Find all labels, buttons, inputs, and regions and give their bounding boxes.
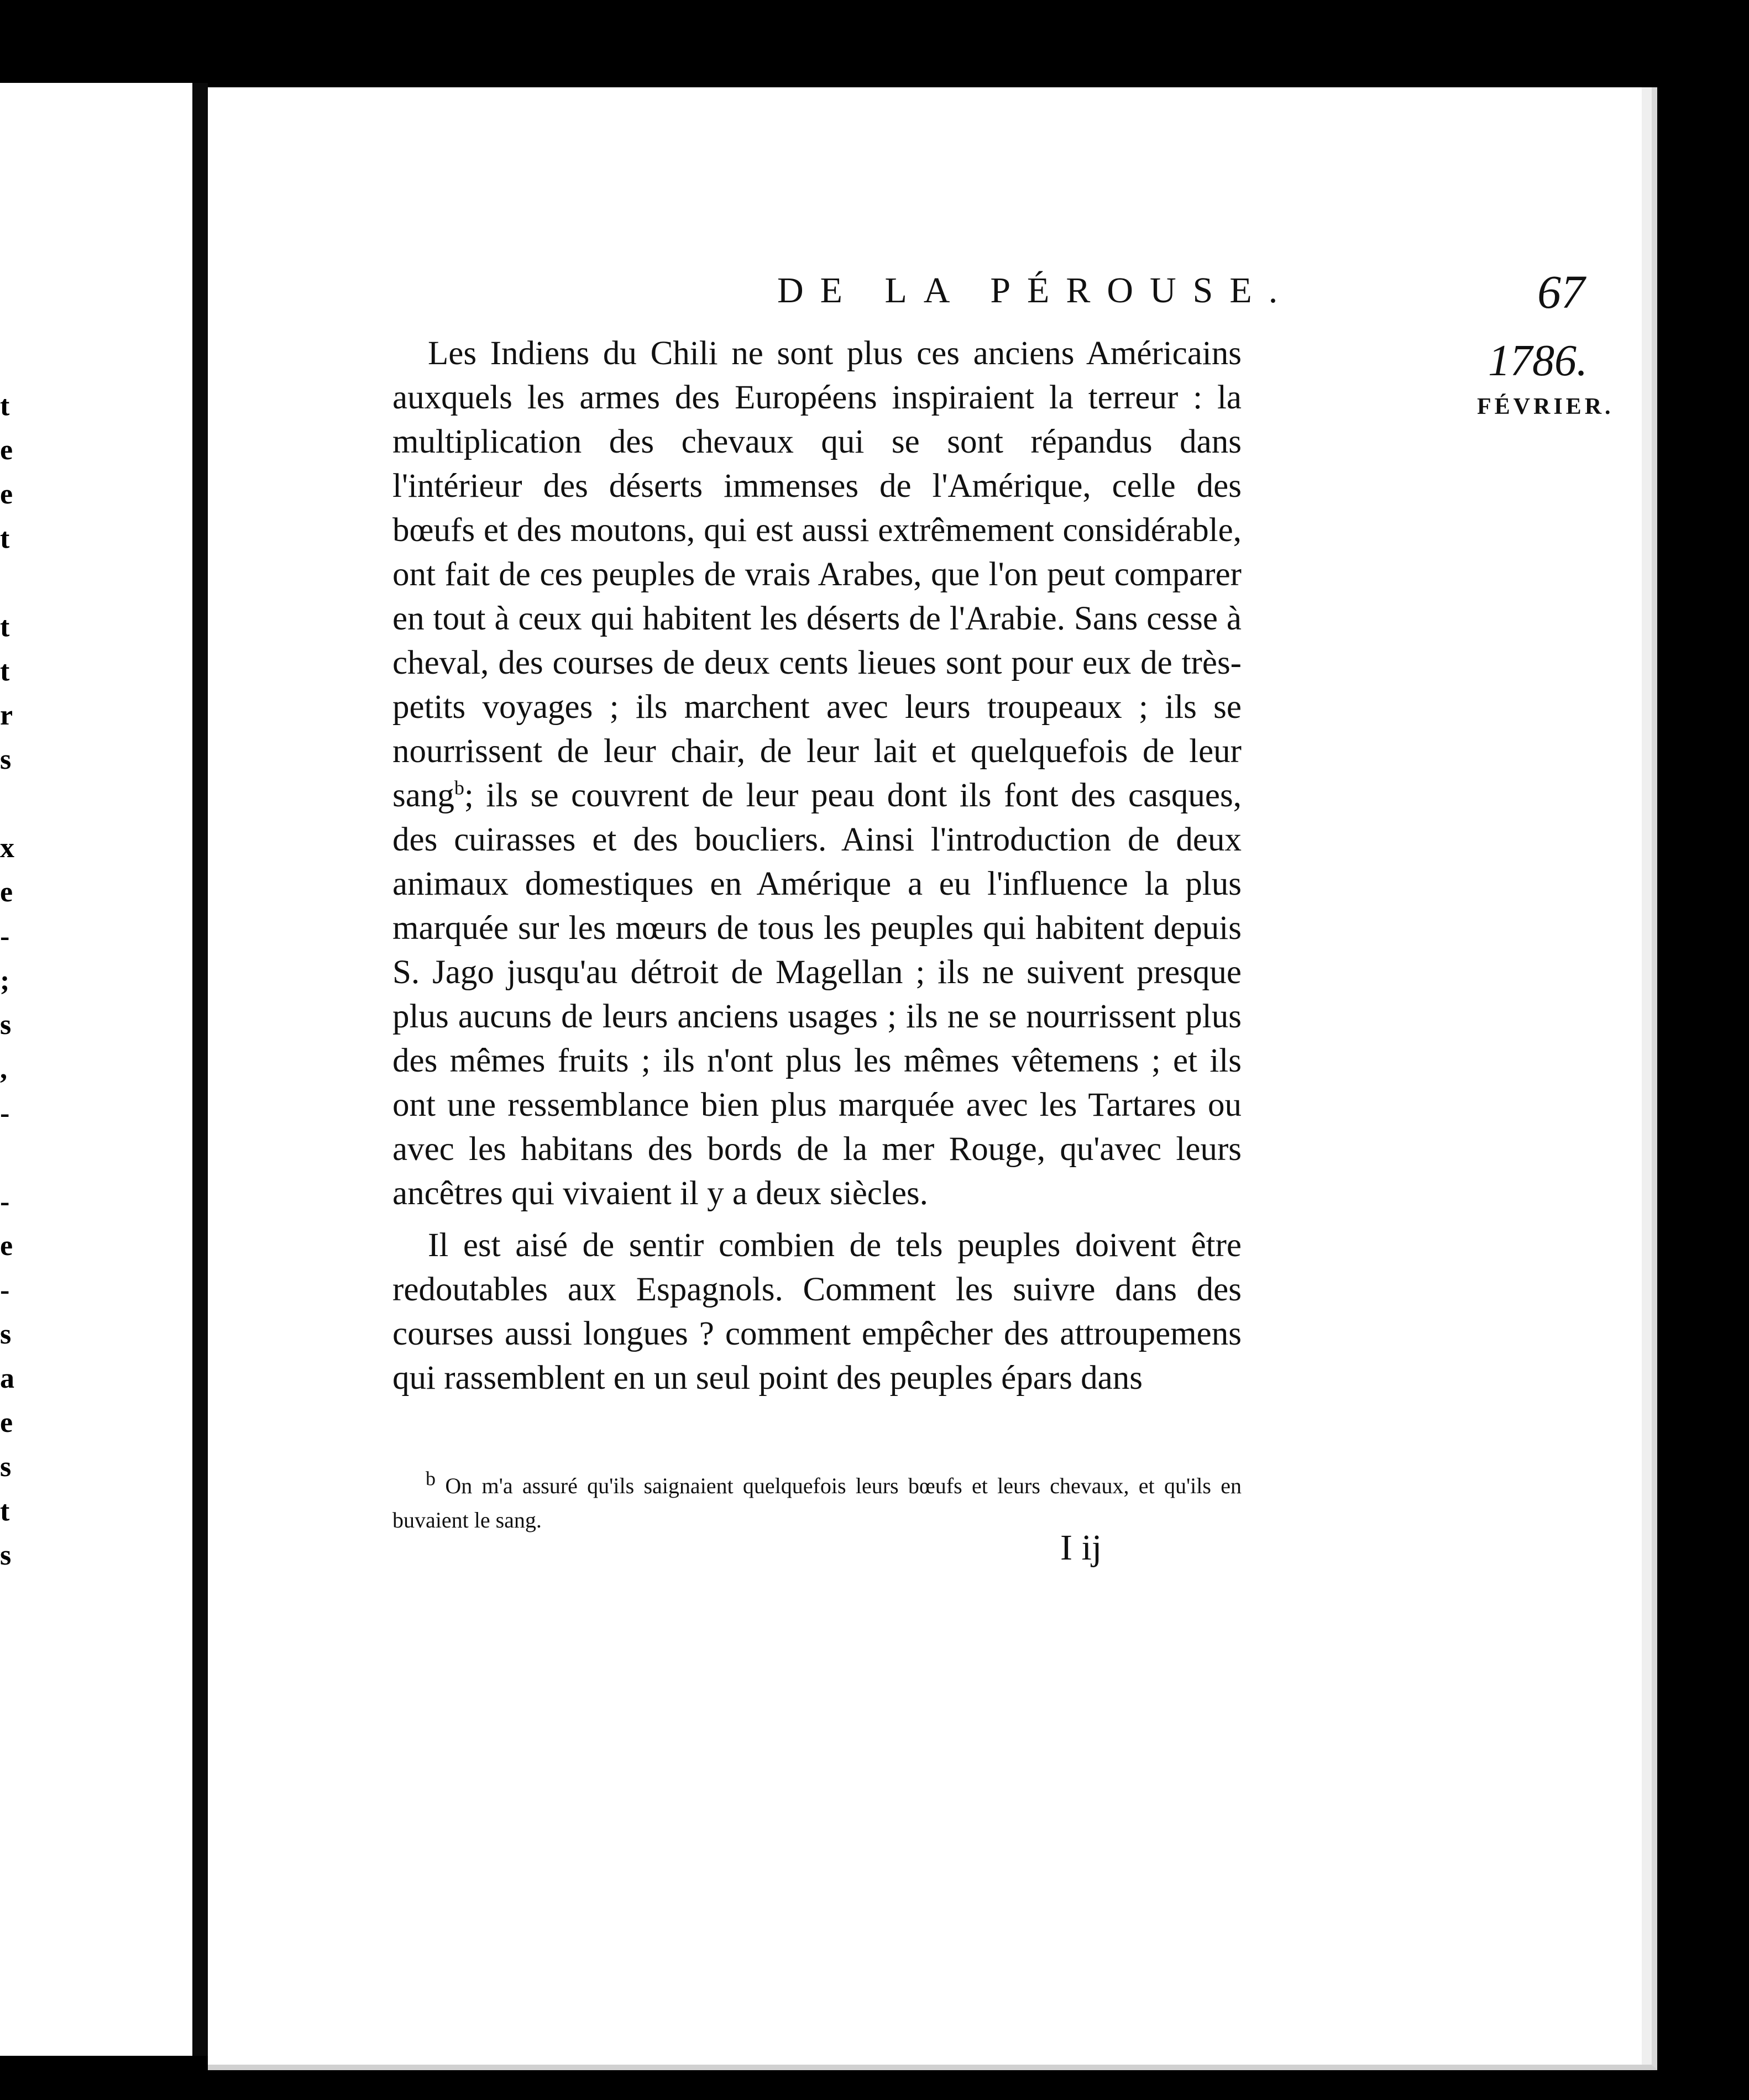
paragraph-1-part-1: Les Indiens du Chili ne sont plus ces anciens Américains auxquels les armes des Européens inspiraient la terreur : la multiplication des chevaux qui se sont répandus dans l'intérieur des déserts immenses de l'Amérique, celle des bœufs et des moutons, qui est aussi extrêmement considérable, ont fait de ces peuples de vrais Arabes, que l'on peut comparer en tout à ceux qui habitent les déserts de l'Arabie. Sans cesse à cheval, des courses de deux cents lieues sont pour eux de très-petits voyages ; ils marchent avec leurs troupeaux ; ils se nourrissent de leur chair, de leur lait et quelquefois de leur sang xyxy=(392,335,1242,814)
edge-letter: a xyxy=(0,1363,14,1394)
footnote-marker: b xyxy=(426,1467,436,1490)
page-number: 67 xyxy=(1537,265,1585,318)
edge-letter: t xyxy=(0,655,10,687)
paragraph-1-part-2: ; ils se couvrent de leur peau dont ils font des casques, des cuirasses et des boucliers. Ainsi l'introduction de deux animaux domestiques en Amérique a eu l'influence la plus marquée sur les mœurs de tous les peuples qui habitent depuis S. Jago jusqu'au détroit de Magellan ; ils ne suivent presque plus aucuns de leurs anciens usages ; ils ne se nourrissent plus des mêmes fruits ; ils n'ont plus les mêmes vêtemens ; et ils ont une ressemblance bien plus marquée avec les Tartares ou avec les habitans des bords de la mer Rouge, qu'avec leurs ancêtres qui vivaient il y a deux siècles. xyxy=(392,777,1242,1212)
margin-note xyxy=(1477,336,1643,420)
printer-signature: I ij xyxy=(1060,1527,1102,1568)
left-page-fragment xyxy=(0,83,192,2056)
running-head xyxy=(567,265,1585,330)
edge-letter: s xyxy=(0,744,12,775)
edge-letter: e xyxy=(0,876,13,908)
paragraph-1 xyxy=(392,332,1242,1216)
edge-letter: e xyxy=(0,1407,13,1439)
edge-letter: - xyxy=(0,1098,10,1129)
body-text xyxy=(392,332,1242,1400)
edge-letter: x xyxy=(0,832,14,864)
edge-letter: s xyxy=(0,1009,12,1041)
edge-letter: s xyxy=(0,1451,12,1483)
edge-letter: t xyxy=(0,1495,10,1527)
edge-letter: s xyxy=(0,1319,12,1350)
footnote xyxy=(392,1469,1242,1537)
book-gutter xyxy=(192,83,208,2056)
book-page xyxy=(208,87,1657,2070)
running-title: DE LA PÉROUSE. xyxy=(777,270,1295,311)
footnote-paragraph xyxy=(392,1469,1242,1537)
paragraph-2: Il est aisé de sentir combien de tels peuples doivent être redoutables aux Espagnols. Comment les suivre dans des courses aussi longues ? comment empêcher des attroupemens qui rassemblent en un seul point des peuples épars dans xyxy=(392,1227,1242,1397)
edge-letter: s xyxy=(0,1540,12,1571)
margin-month: FÉVRIER. xyxy=(1477,394,1614,419)
edge-letter xyxy=(0,1136,17,1180)
edge-letter xyxy=(0,782,17,826)
left-page-edge-letters xyxy=(0,384,17,1578)
footnote-reference[interactable]: b xyxy=(454,776,464,799)
edge-letter: - xyxy=(0,1274,10,1306)
edge-letter: e xyxy=(0,479,13,510)
edge-letter xyxy=(0,561,17,605)
footnote-text: On m'a assuré qu'ils saignaient quelquefois leurs bœufs et leurs chevaux, et qu'ils en buvaient le sang. xyxy=(392,1473,1242,1532)
edge-letter: t xyxy=(0,523,10,554)
edge-letter: t xyxy=(0,611,10,643)
edge-letter: - xyxy=(0,921,10,952)
margin-year: 1786. xyxy=(1488,337,1588,385)
edge-letter: e xyxy=(0,1230,13,1262)
edge-letter: , xyxy=(0,1053,7,1085)
edge-letter: e xyxy=(0,434,13,466)
edge-letter: r xyxy=(0,700,13,731)
edge-letter: - xyxy=(0,1186,10,1217)
edge-letter: ; xyxy=(0,965,10,996)
edge-letter: t xyxy=(0,390,10,422)
